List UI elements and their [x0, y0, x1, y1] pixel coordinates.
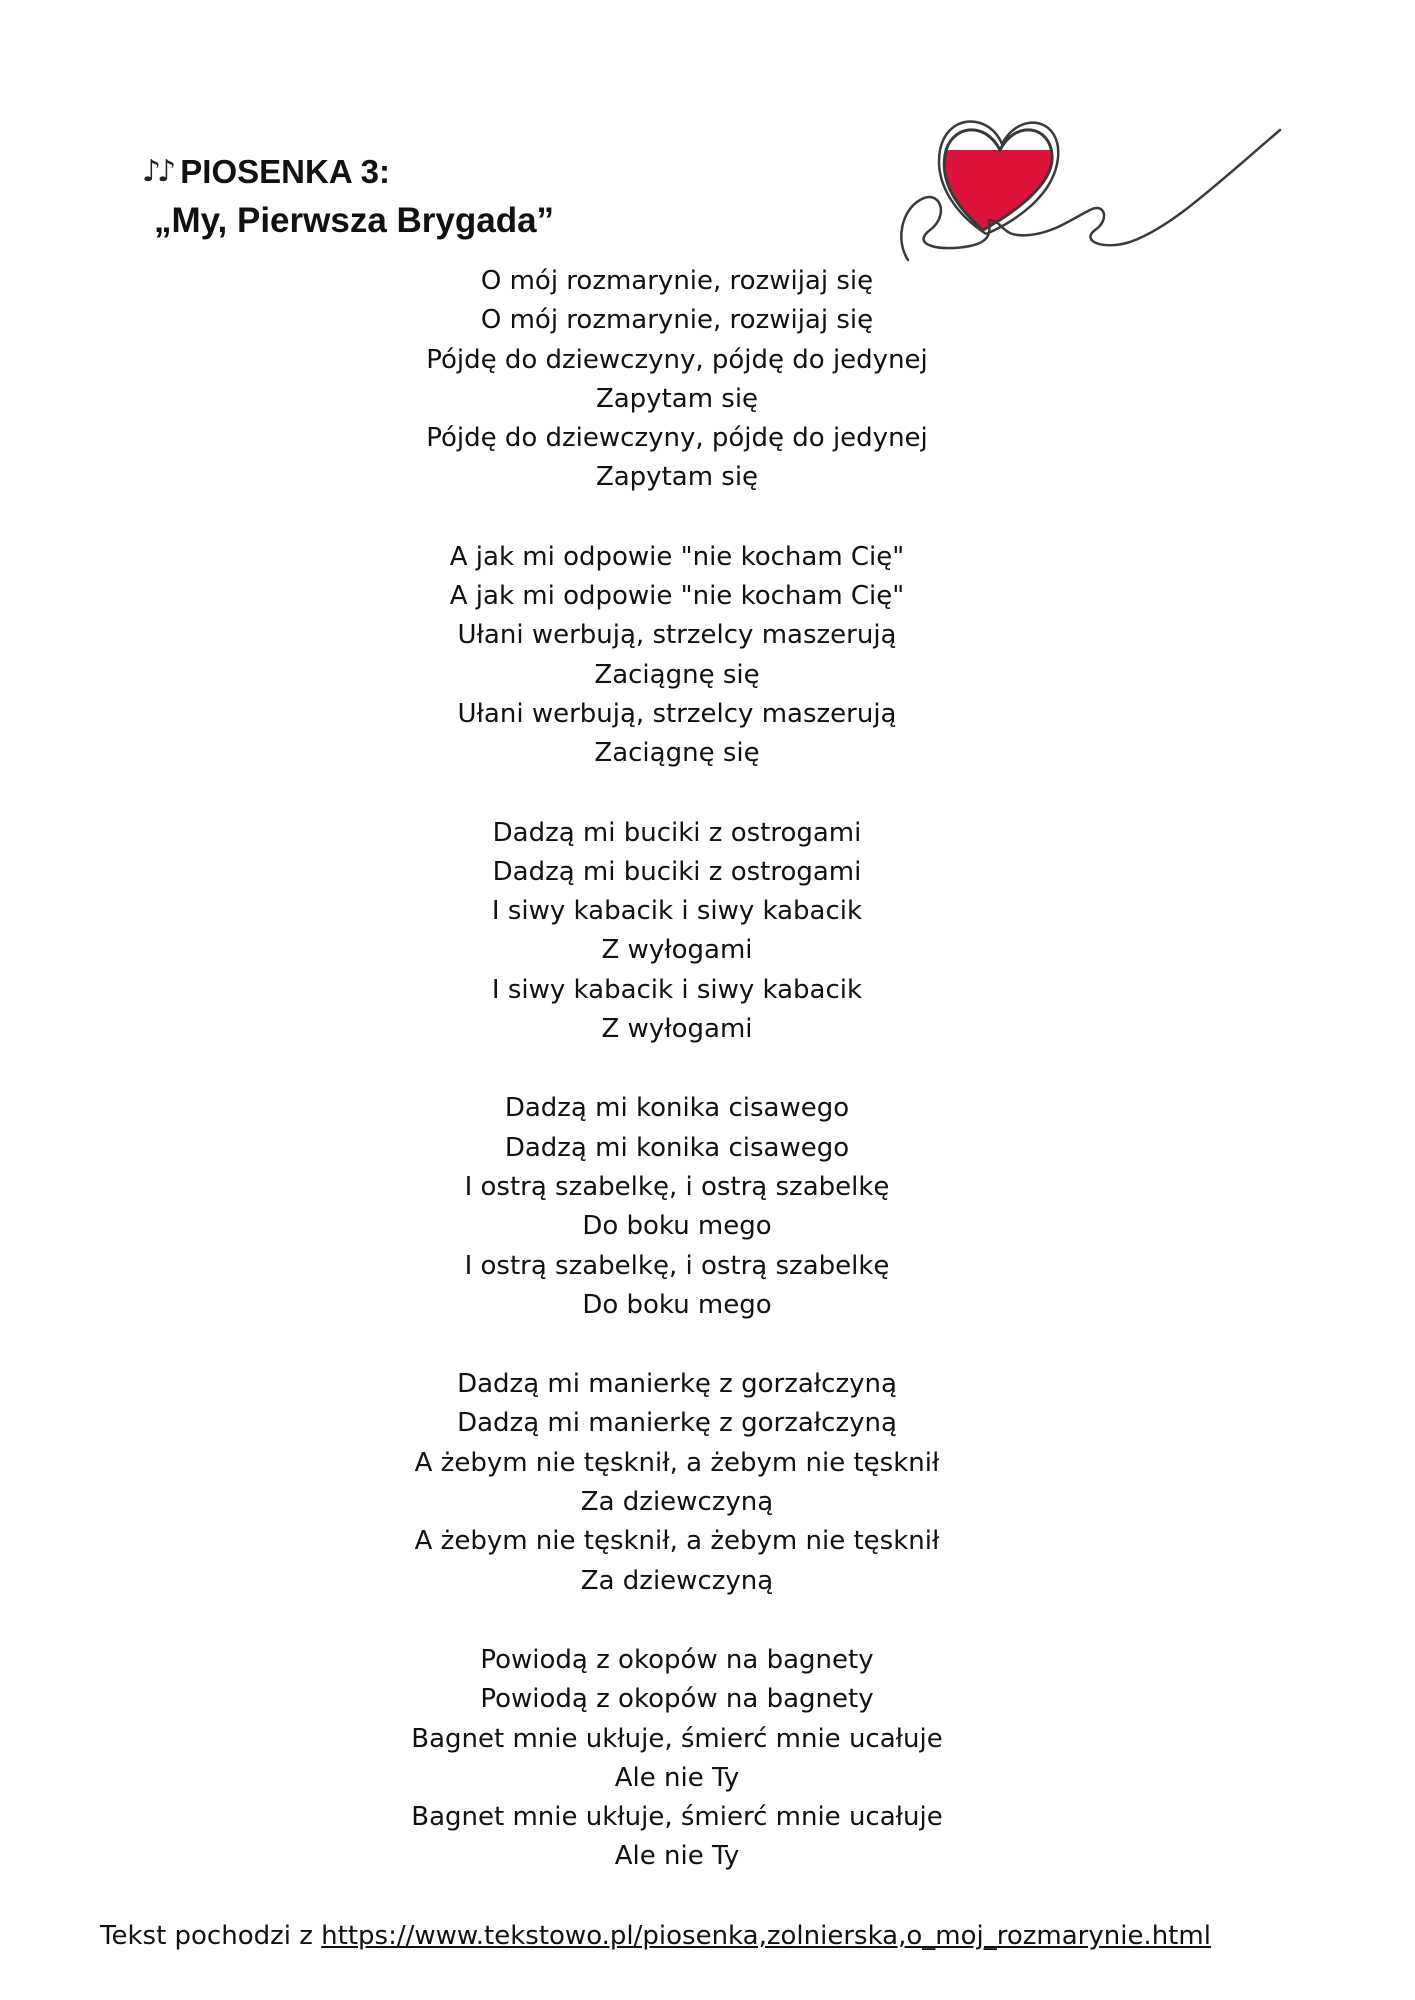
song-title: „My, Pierwsza Brygada” [154, 201, 555, 240]
lyric-line: I ostrą szabelkę, i ostrą szabelkę [464, 1171, 890, 1202]
lyric-line: Zapytam się [595, 383, 759, 414]
lyric-line: A jak mi odpowie "nie kocham Cię" [449, 541, 905, 572]
lyric-line: A żebym nie tęsknił, a żebym nie tęsknił [414, 1526, 940, 1557]
lyric-line: A żebym nie tęsknił, a żebym nie tęsknił [414, 1447, 940, 1478]
lyric-line: Do boku mego [582, 1211, 772, 1242]
lyric-line: Dadzą mi manierkę z gorzałczyną [457, 1369, 897, 1400]
lyric-line: Do boku mego [582, 1289, 772, 1320]
lyric-line: Za dziewczyną [580, 1565, 774, 1596]
lyric-line: Powiodą z okopów na bagnety [480, 1684, 874, 1715]
lyric-line: O mój rozmarynie, rozwijaj się [480, 305, 874, 336]
stanza [0, 814, 1354, 1050]
lyric-line: Ale nie Ty [614, 1841, 740, 1872]
lyric-line: Pójdę do dziewczyny, pójdę do jedynej [426, 423, 928, 454]
lyric-line: Powiodą z okopów na bagnety [480, 1644, 874, 1675]
stanza [0, 1089, 1354, 1325]
stanza [0, 262, 1354, 498]
stanza [0, 538, 1354, 774]
lyric-line: Bagnet mnie ukłuje, śmierć mnie ucałuje [411, 1802, 943, 1833]
lyric-line: A jak mi odpowie "nie kocham Cię" [449, 581, 905, 612]
lyric-line: I ostrą szabelkę, i ostrą szabelkę [464, 1250, 890, 1281]
lyric-line: Dadzą mi manierkę z gorzałczyną [457, 1408, 897, 1439]
song-header [142, 152, 554, 242]
heart-flag-icon [890, 70, 1290, 270]
lyric-line: Dadzą mi buciki z ostrogami [492, 856, 862, 887]
lyric-line: I siwy kabacik i siwy kabacik [491, 896, 863, 927]
lyric-line: Ale nie Ty [614, 1762, 740, 1793]
lyric-line: O mój rozmarynie, rozwijaj się [480, 266, 874, 296]
lyric-line: Z wyłogami [601, 1014, 753, 1045]
lyric-line: Zaciągnę się [594, 659, 760, 690]
stanza [0, 1365, 1354, 1601]
source-link[interactable]: https://www.tekstowo.pl/piosenka,zolnierska,o_moj_rozmarynie.html [321, 1921, 1211, 1951]
lyric-line: Ułani werbują, strzelcy maszerują [457, 620, 897, 651]
lyrics [0, 262, 1354, 1917]
lyric-line: Zapytam się [595, 462, 759, 493]
stanza [0, 1641, 1354, 1877]
lyric-line: I siwy kabacik i siwy kabacik [491, 974, 863, 1005]
lyric-line: Z wyłogami [601, 935, 753, 966]
song-number-label: PIOSENKA 3: [180, 153, 390, 190]
source-prefix: Tekst pochodzi z [100, 1921, 322, 1951]
lyric-line: Bagnet mnie ukłuje, śmierć mnie ucałuje [411, 1723, 943, 1754]
song-number-heading [142, 152, 554, 192]
lyric-line: Pójdę do dziewczyny, pójdę do jedynej [426, 344, 928, 375]
source-footer [100, 1919, 1211, 1953]
music-notes-icon: ♪♪ [142, 154, 173, 189]
lyric-line: Dadzą mi buciki z ostrogami [492, 817, 862, 848]
lyric-line: Zaciągnę się [594, 738, 760, 769]
lyric-line: Dadzą mi konika cisawego [504, 1093, 850, 1124]
lyric-line: Ułani werbują, strzelcy maszerują [457, 698, 897, 729]
lyric-line: Za dziewczyną [580, 1487, 774, 1518]
lyric-line: Dadzą mi konika cisawego [504, 1132, 850, 1163]
